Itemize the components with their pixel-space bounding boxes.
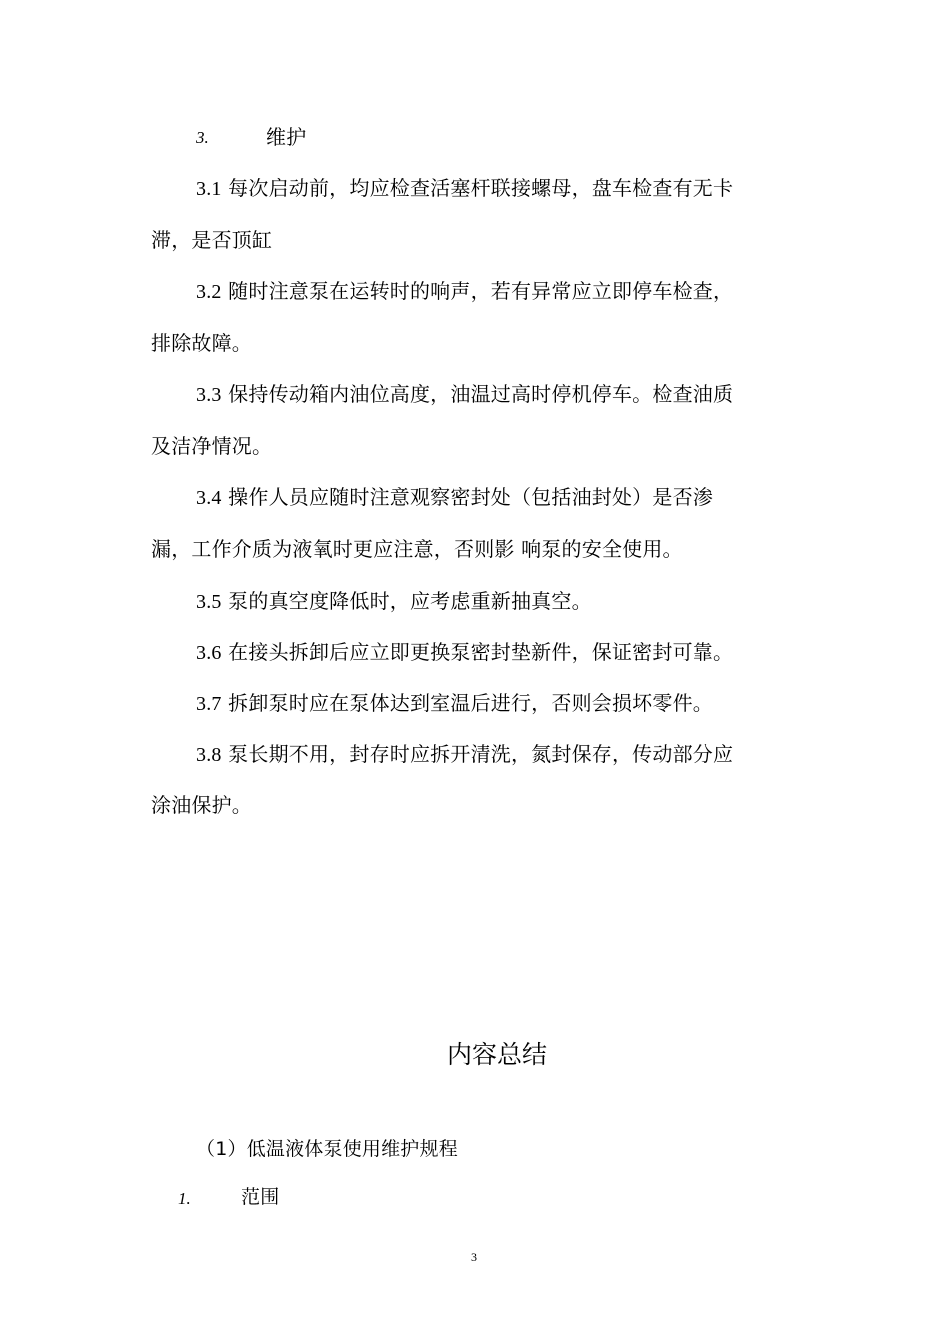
item-3-1-line2: 滞，是否顶缸 <box>151 228 273 252</box>
item-number: 3.8 <box>196 744 222 766</box>
item-number: 3.2 <box>196 281 222 303</box>
item-3-1-line1 <box>196 175 733 202</box>
summary-item-1: （1）低温液体泵使用维护规程 <box>196 1138 458 1160</box>
item-3-4-line2: 漏，工作介质为液氧时更应注意，否则影 响泵的安全使用。 <box>151 537 683 561</box>
item-number: 3.1 <box>196 178 222 200</box>
item-3-2-line1 <box>196 278 733 305</box>
section-number: 3. <box>196 128 209 147</box>
item-number: 3.4 <box>196 487 222 509</box>
item-3-3-line1 <box>196 381 733 408</box>
item-number: 3.5 <box>196 591 222 613</box>
item-text: 拆卸泵时应在泵体达到室温后进行，否则会损坏零件。 <box>228 691 713 715</box>
summary-list-number: 1. <box>178 1189 191 1208</box>
item-text: 随时注意泵在运转时的响声，若有异常应立即停车检查， <box>228 279 734 303</box>
item-text: 保持传动箱内油位高度，油温过高时停机停车。检查油质 <box>228 382 734 406</box>
item-number: 3.7 <box>196 693 222 715</box>
summary-title: 内容总结 <box>447 1040 548 1069</box>
item-number: 3.3 <box>196 384 222 406</box>
item-text: 每次启动前，均应检查活塞杆联接螺母，盘车检查有无卡 <box>228 176 734 200</box>
item-text: 泵长期不用，封存时应拆开清洗，氮封保存，传动部分应 <box>228 742 734 766</box>
item-3-6-line1 <box>196 639 733 666</box>
item-number: 3.6 <box>196 642 222 664</box>
page-number: 3 <box>471 1250 477 1264</box>
item-3-8-line1 <box>196 741 733 768</box>
section-title: 维护 <box>266 125 307 149</box>
item-3-2-line2: 排除故障。 <box>151 331 252 355</box>
item-3-4-line1 <box>196 484 713 511</box>
item-3-8-line2: 涂油保护。 <box>151 793 252 817</box>
item-text: 泵的真空度降低时，应考虑重新抽真空。 <box>228 589 592 613</box>
item-text: 在接头拆卸后应立即更换泵密封垫新件，保证密封可靠。 <box>228 640 734 664</box>
item-3-7-line1 <box>196 690 713 717</box>
item-3-3-line2: 及洁净情况。 <box>151 434 273 458</box>
item-3-5-line1 <box>196 588 592 615</box>
item-text: 操作人员应随时注意观察密封处（包括油封处）是否渗 <box>228 485 713 509</box>
summary-list-title: 范围 <box>241 1186 280 1208</box>
